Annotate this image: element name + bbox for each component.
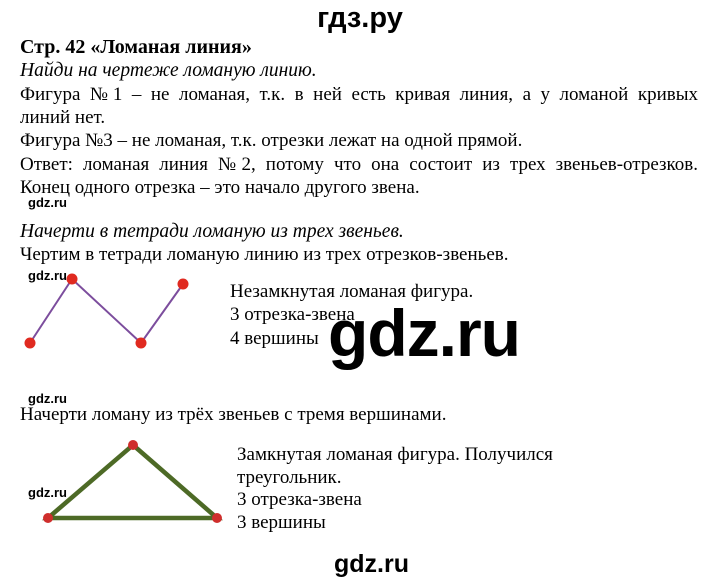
- answer1-line: Конец одного отрезка – это начало другого звена.: [20, 176, 420, 198]
- watermark-small-2: gdz.ru: [28, 268, 67, 283]
- figure2-caption-line: 3 вершины: [237, 511, 326, 533]
- site-logo-footer[interactable]: gdz.ru: [334, 550, 409, 578]
- answer1-line: линий нет.: [20, 107, 106, 129]
- figure2-caption-line: 3 отрезка-звена: [237, 489, 362, 511]
- watermark-small-1: gdz.ru: [28, 195, 67, 210]
- figure2-caption: [237, 444, 553, 534]
- answer1-paragraph: [20, 84, 698, 200]
- task3-text: Начерти ломану из трёх звеньев с тремя вершинами.: [20, 404, 447, 425]
- figure1-caption-line: Незамкнутая ломаная фигура.: [230, 281, 474, 302]
- page-title: Стр. 42 «Ломаная линия»: [20, 36, 252, 58]
- figure2-caption-line: треугольник.: [237, 466, 342, 488]
- site-logo-header[interactable]: гдз.ру: [317, 2, 403, 34]
- watermark-small-4: gdz.ru: [28, 485, 67, 500]
- task1-text: Найди на чертеже ломаную линию.: [20, 60, 317, 81]
- zigzag-polyline-figure: [15, 265, 200, 360]
- watermark-large: gdz.ru: [328, 296, 520, 370]
- task2-text: Начерти в тетради ломаную из трех звеньев.: [20, 221, 404, 242]
- figure1-caption-line: 4 вершины: [230, 327, 319, 349]
- answer2-text: Чертим в тетради ломаную линию из трех отрезков-звеньев.: [20, 244, 509, 265]
- answer1-line: Ответ: ломаная линия №2, потому что она состоит из трех звеньев-отрезков.: [20, 153, 698, 175]
- watermark-small-3: gdz.ru: [28, 391, 67, 406]
- answer1-line: Фигура №3 – не ломаная, т.к. отрезки лежат на одной прямой.: [20, 130, 523, 152]
- answer1-line: Фигура №1 – не ломаная, т.к. в ней есть кривая линия, а у ломаной кривых: [20, 84, 698, 105]
- figure2-caption-line: Замкнутая ломаная фигура. Получился: [237, 444, 553, 465]
- figure1-caption-line: 3 отрезка-звена: [230, 304, 355, 326]
- triangle-figure: [33, 434, 233, 529]
